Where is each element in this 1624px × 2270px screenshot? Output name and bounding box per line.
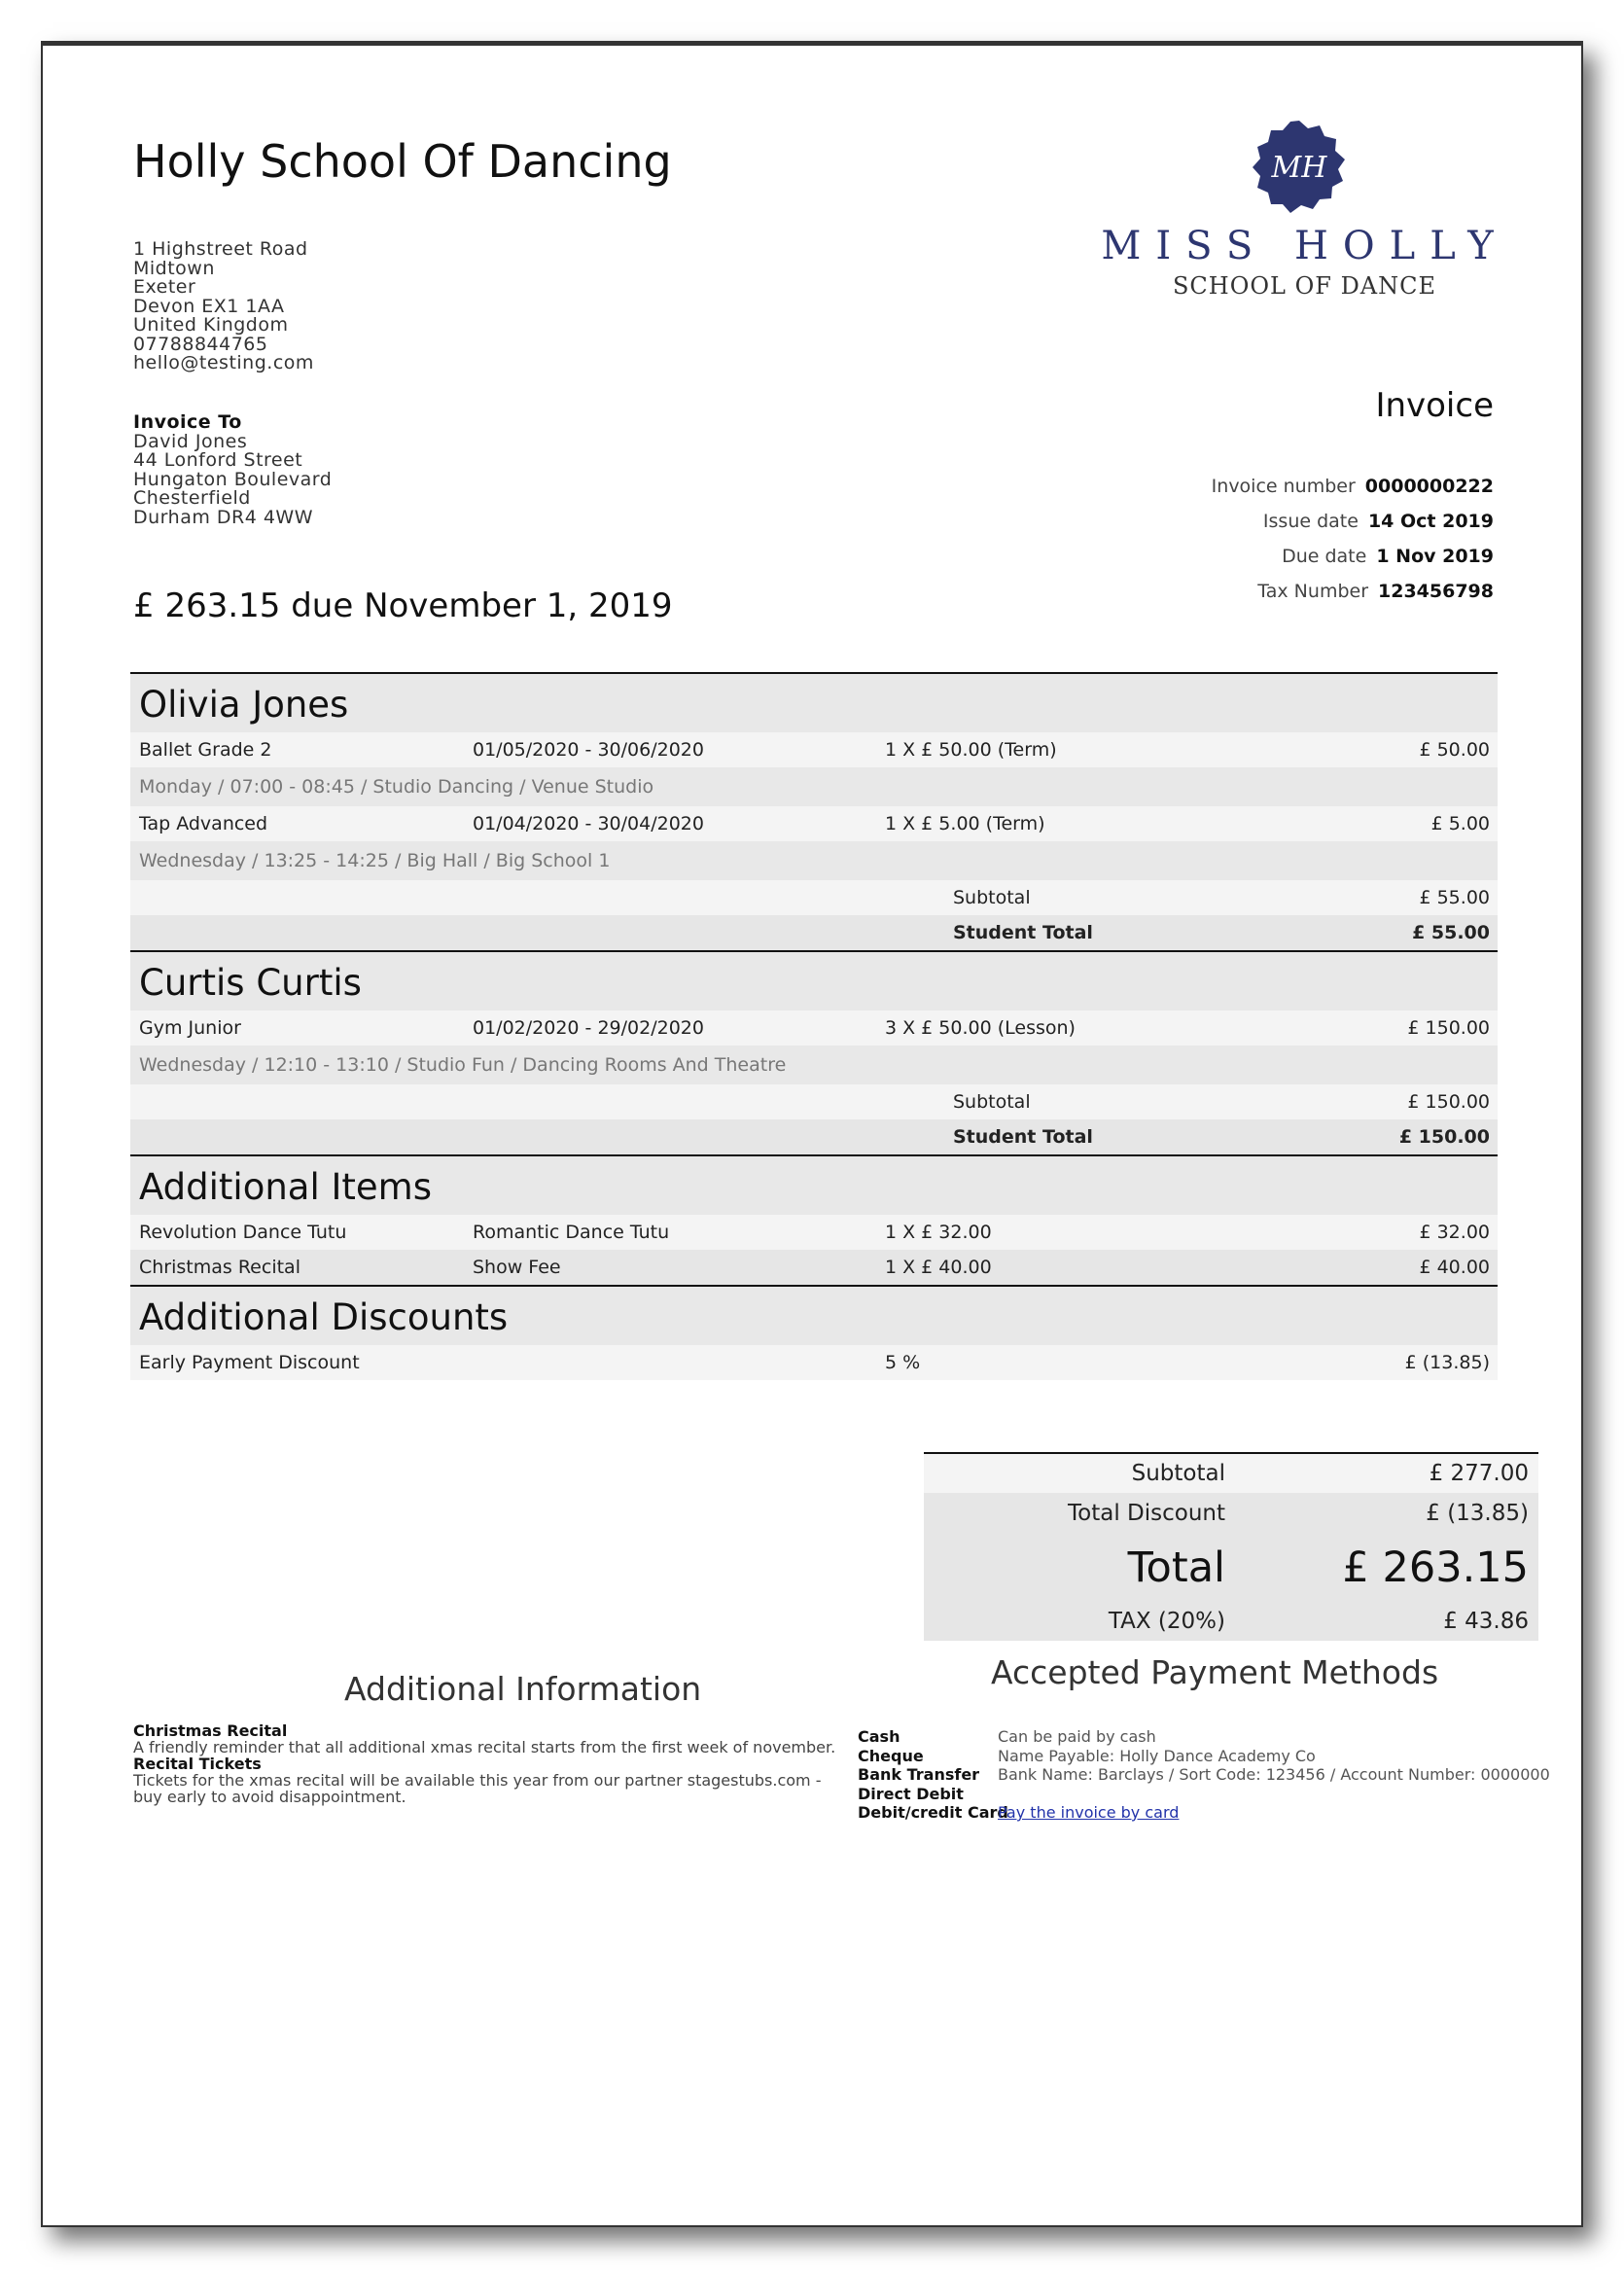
class-dates: 01/02/2020 - 29/02/2020 xyxy=(473,1017,704,1039)
payment-method-name: Cash xyxy=(858,1727,900,1746)
payment-method-name: Debit/credit Card xyxy=(858,1803,1008,1822)
item-description: Show Fee xyxy=(473,1257,561,1278)
payment-method-name: Bank Transfer xyxy=(858,1765,980,1784)
student-total-label: Student Total xyxy=(953,922,1093,943)
address-line: Midtown xyxy=(133,257,215,279)
logo-subtitle: SCHOOL OF DANCE xyxy=(1172,272,1437,300)
invoice-meta xyxy=(1212,470,1494,610)
info-text: A friendly reminder that all additional xmas recital starts from the first week of november. xyxy=(133,1738,836,1756)
class-detail: Wednesday / 13:25 - 14:25 / Big Hall / Big School 1 xyxy=(139,850,611,871)
meta-row-due-date xyxy=(1212,540,1494,575)
additional-discounts-title: Additional Discounts xyxy=(130,1285,1498,1345)
payment-method-row xyxy=(858,1785,1550,1804)
school-logo xyxy=(1098,119,1511,352)
address-line: Exeter xyxy=(133,276,196,298)
meta-value: 123456798 xyxy=(1378,581,1494,603)
customer-name: David Jones xyxy=(133,430,248,452)
address-line: United Kingdom xyxy=(133,314,289,336)
subtotal-value: £ 150.00 xyxy=(1407,1091,1490,1113)
monogram-badge-icon xyxy=(1251,119,1348,216)
school-address xyxy=(133,240,314,373)
monogram-text: MH xyxy=(1271,151,1327,185)
totals-discount-row xyxy=(924,1493,1538,1534)
item-quantity: 1 X £ 32.00 xyxy=(885,1222,992,1243)
payment-method-row xyxy=(858,1727,1550,1747)
class-quantity: 1 X £ 50.00 (Term) xyxy=(885,739,1057,761)
subtotal-label: Subtotal xyxy=(953,1091,1031,1113)
payment-method-detail: Can be paid by cash xyxy=(998,1727,1156,1746)
totals-total-row xyxy=(924,1534,1538,1602)
additional-info xyxy=(133,1722,843,1805)
table-row xyxy=(130,806,1498,841)
student-total-row xyxy=(130,1119,1498,1154)
line-amount: £ 32.00 xyxy=(1419,1222,1490,1243)
table-row xyxy=(130,1011,1498,1046)
meta-value: 14 Oct 2019 xyxy=(1367,511,1494,533)
payment-methods-title: Accepted Payment Methods xyxy=(991,1653,1439,1691)
subtotal-value: £ 277.00 xyxy=(1429,1461,1529,1486)
class-detail: Monday / 07:00 - 08:45 / Studio Dancing / Venue Studio xyxy=(139,776,654,798)
item-name: Christmas Recital xyxy=(139,1257,300,1278)
invoice-to xyxy=(133,413,332,527)
meta-value: 1 Nov 2019 xyxy=(1376,546,1494,568)
customer-address-line: Durham DR4 4WW xyxy=(133,506,314,528)
additional-items-title: Additional Items xyxy=(130,1154,1498,1215)
totals-tax-row xyxy=(924,1602,1538,1641)
payment-method-name: Direct Debit xyxy=(858,1784,964,1803)
meta-row-invoice-number xyxy=(1212,470,1494,505)
phone-number: 07788844765 xyxy=(133,333,268,355)
payment-method-detail: Bank Name: Barclays / Sort Code: 123456 / Account Number: 0000000 xyxy=(998,1765,1550,1784)
invoice-totals xyxy=(924,1452,1538,1641)
discount-name: Early Payment Discount xyxy=(139,1352,360,1373)
meta-label: Due date xyxy=(1282,546,1367,568)
class-quantity: 1 X £ 5.00 (Term) xyxy=(885,813,1045,834)
subtotal-label: Subtotal xyxy=(1131,1461,1225,1486)
meta-label: Issue date xyxy=(1262,511,1359,533)
student-name: Olivia Jones xyxy=(130,672,1498,732)
pay-by-card-link[interactable]: Pay the invoice by card xyxy=(998,1803,1180,1822)
payment-method-name: Cheque xyxy=(858,1746,924,1765)
invoice-to-label: Invoice To xyxy=(133,411,242,433)
additional-info-title: Additional Information xyxy=(344,1670,702,1708)
item-name: Revolution Dance Tutu xyxy=(139,1222,347,1243)
total-discount-label: Total Discount xyxy=(1068,1501,1225,1526)
line-amount: £ 150.00 xyxy=(1407,1017,1490,1039)
line-amount: £ 50.00 xyxy=(1419,739,1490,761)
payment-method-detail: Name Payable: Holly Dance Academy Co xyxy=(998,1746,1316,1765)
customer-address-line: Hungaton Boulevard xyxy=(133,468,333,490)
address-line: 1 Highstreet Road xyxy=(133,238,308,260)
meta-row-issue-date xyxy=(1212,505,1494,540)
tax-value: £ 43.86 xyxy=(1443,1609,1529,1634)
meta-label: Invoice number xyxy=(1211,476,1356,498)
line-amount: £ 40.00 xyxy=(1419,1257,1490,1278)
meta-label: Tax Number xyxy=(1257,581,1369,603)
class-name: Tap Advanced xyxy=(139,813,268,834)
meta-row-tax-number xyxy=(1212,575,1494,610)
table-row xyxy=(130,1250,1498,1285)
subtotal-label: Subtotal xyxy=(953,887,1031,908)
grand-total-label: Total xyxy=(1127,1543,1225,1592)
address-line: Devon EX1 1AA xyxy=(133,295,285,317)
grand-total-value: £ 263.15 xyxy=(1342,1543,1529,1592)
class-detail-row xyxy=(130,841,1498,880)
class-detail-row xyxy=(130,1046,1498,1084)
table-row xyxy=(130,1215,1498,1250)
student-total-label: Student Total xyxy=(953,1126,1093,1148)
customer-address-line: 44 Lonford Street xyxy=(133,449,303,471)
email-address: hello@testing.com xyxy=(133,352,314,373)
info-label: Recital Tickets xyxy=(133,1755,262,1773)
payment-method-row xyxy=(858,1803,1550,1823)
payment-method-row xyxy=(858,1765,1550,1785)
item-quantity: 1 X £ 40.00 xyxy=(885,1257,992,1278)
amount-due-line: £ 263.15 due November 1, 2019 xyxy=(133,586,673,625)
class-dates: 01/04/2020 - 30/04/2020 xyxy=(473,813,704,834)
payment-method-row xyxy=(858,1747,1550,1766)
class-dates: 01/05/2020 - 30/06/2020 xyxy=(473,739,704,761)
student-total-value: £ 55.00 xyxy=(1412,922,1490,943)
subtotal-value: £ 55.00 xyxy=(1419,887,1490,908)
line-items-table xyxy=(130,672,1498,1380)
student-subtotal-row xyxy=(130,1084,1498,1119)
total-discount-value: £ (13.85) xyxy=(1426,1501,1529,1526)
class-detail-row xyxy=(130,767,1498,806)
table-row xyxy=(130,732,1498,767)
student-name: Curtis Curtis xyxy=(130,950,1498,1011)
tax-label: TAX (20%) xyxy=(1108,1609,1225,1634)
class-quantity: 3 X £ 50.00 (Lesson) xyxy=(885,1017,1076,1039)
student-total-value: £ 150.00 xyxy=(1398,1126,1490,1148)
info-text: Tickets for the xmas recital will be available this year from our partner stagestubs.com - buy early to avoid disappointment. xyxy=(133,1771,822,1806)
line-amount: £ 5.00 xyxy=(1430,813,1490,834)
totals-subtotal-row xyxy=(924,1454,1538,1493)
logo-brand: MISS HOLLY xyxy=(1101,224,1508,268)
invoice-title: Invoice xyxy=(1375,386,1494,425)
class-name: Gym Junior xyxy=(139,1017,241,1039)
item-description: Romantic Dance Tutu xyxy=(473,1222,670,1243)
invoice-page xyxy=(41,41,1583,2227)
table-row xyxy=(130,1345,1498,1380)
school-name: Holly School Of Dancing xyxy=(133,135,672,188)
student-subtotal-row xyxy=(130,880,1498,915)
class-name: Ballet Grade 2 xyxy=(139,739,272,761)
payment-methods xyxy=(858,1727,1550,1823)
student-total-row xyxy=(130,915,1498,950)
info-label: Christmas Recital xyxy=(133,1721,288,1740)
line-amount: £ (13.85) xyxy=(1404,1352,1490,1373)
meta-value: 0000000222 xyxy=(1364,476,1494,498)
discount-rate: 5 % xyxy=(885,1352,921,1373)
customer-address-line: Chesterfield xyxy=(133,487,251,509)
class-detail: Wednesday / 12:10 - 13:10 / Studio Fun / Dancing Rooms And Theatre xyxy=(139,1054,787,1076)
